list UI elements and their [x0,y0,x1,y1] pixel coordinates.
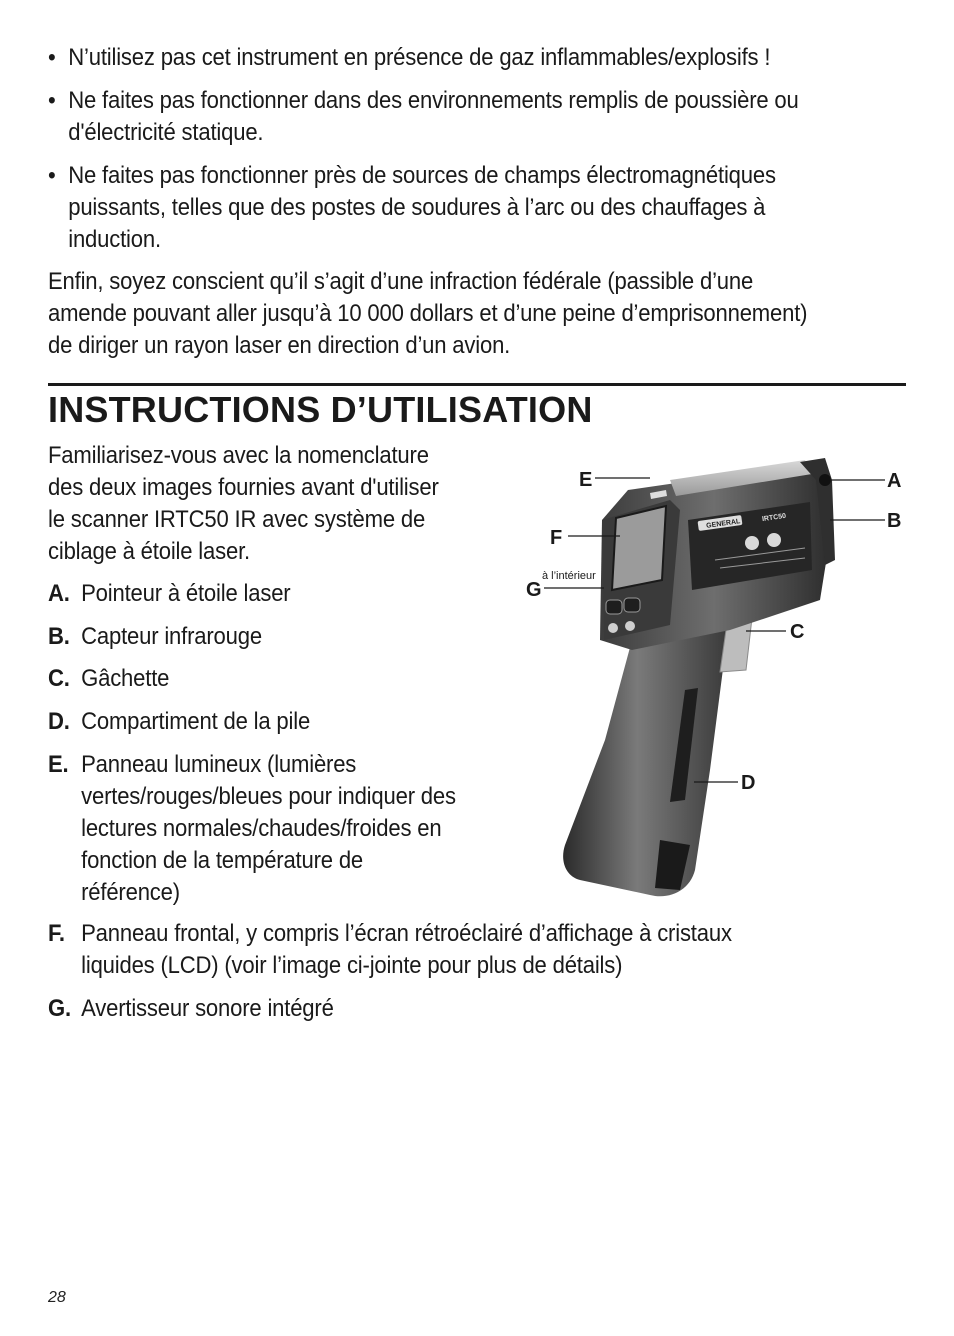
laser-button [625,621,635,631]
bullet-line: puissants, telles que des postes de soudures à l’arc ou des chauffages à [68,194,766,221]
paragraph-line: de diriger un rayon laser en direction d’un avion. [48,332,511,359]
part-line: Gâchette [81,665,170,692]
intro-paragraph [48,440,508,568]
part-line: fonction de la température de [81,847,364,874]
bullet-item [48,85,908,149]
section-divider [48,383,906,386]
intro-line: des deux images fournies avant d'utiliser [48,474,439,501]
part-text [81,621,262,653]
part-line: référence) [81,879,180,906]
part-text [81,993,334,1025]
bullet-line: Ne faites pas fonctionner dans des environnements remplis de poussière ou [68,87,799,114]
laser-warning-paragraph [48,266,908,362]
bullet-item [48,42,908,74]
bullet-line: Ne faites pas fonctionner près de sources de champs électromagnétiques [68,162,776,189]
callout-e: E [579,469,593,491]
bullet-item [48,160,908,256]
callout-b: B [887,510,902,532]
paragraph-line: amende pouvant aller jusqu’à 10 000 dollars et d’une peine d’emprisonnement) [48,300,808,327]
section-title: INSTRUCTIONS D’UTILISATION [48,389,593,430]
part-line: vertes/rouges/bleues pour indiquer des [81,783,456,810]
part-text [81,918,732,982]
part-text [81,578,290,610]
intro-line: Familiarisez-vous avec la nomenclature [48,442,429,469]
part-line: Compartiment de la pile [81,708,311,735]
part-line: lectures normales/chaudes/froides en [81,815,442,842]
thermometer-figure [520,440,920,910]
part-text [81,749,456,909]
part-letter: D. [48,708,70,735]
part-line: Pointeur à étoile laser [81,580,291,607]
bullet-text: N’utilisez pas cet instrument en présence de gaz inflammables/explosifs ! [68,44,771,71]
callout-g: G [526,579,542,601]
bullet-dot: • [48,44,56,71]
brand-text: GENERAL [705,518,741,530]
handle-grip [563,630,728,896]
part-letter: B. [48,623,70,650]
model-text: IRTC50 [761,512,787,524]
down-button [608,623,618,633]
indicator-dot [745,536,759,550]
part-line: Capteur infrarouge [81,623,262,650]
part-text [81,706,310,738]
part-letter: F. [48,920,65,947]
part-text [81,663,169,695]
safety-bullet-list [48,42,908,267]
part-line: Panneau lumineux (lumières [81,751,357,778]
intro-line: le scanner IRTC50 IR avec système de [48,506,426,533]
thermometer-illustration [520,440,920,910]
part-line: Panneau frontal, y compris l’écran rétroéclairé d’affichage à cristaux [81,920,732,947]
bullet-dot: • [48,87,56,114]
sensor-lens [819,474,831,486]
mode-button [606,600,622,614]
part-line: liquides (LCD) (voir l’image ci-jointe pour plus de détails) [81,952,623,979]
part-letter: E. [48,751,69,778]
page-number: 28 [48,1289,66,1306]
bullet-line: d'électricité statique. [68,119,264,146]
callout-d: D [741,772,756,794]
bullet-dot: • [48,162,56,189]
part-letter: A. [48,580,70,607]
part-letter: C. [48,665,70,692]
part-line: Avertisseur sonore intégré [81,995,334,1022]
callout-c: C [790,621,805,643]
indicator-dot [767,533,781,547]
paragraph-line: Enfin, soyez conscient qu’il s’agit d’une infraction fédérale (passible d’une [48,268,754,295]
intro-line: ciblage à étoile laser. [48,538,250,565]
callout-f: F [550,527,563,549]
part-letter: G. [48,995,71,1022]
callout-a: A [887,470,902,492]
inside-note: à l’intérieur [542,570,596,582]
up-button [624,598,640,612]
lcd-screen [612,506,666,590]
bullet-line: induction. [68,226,161,253]
